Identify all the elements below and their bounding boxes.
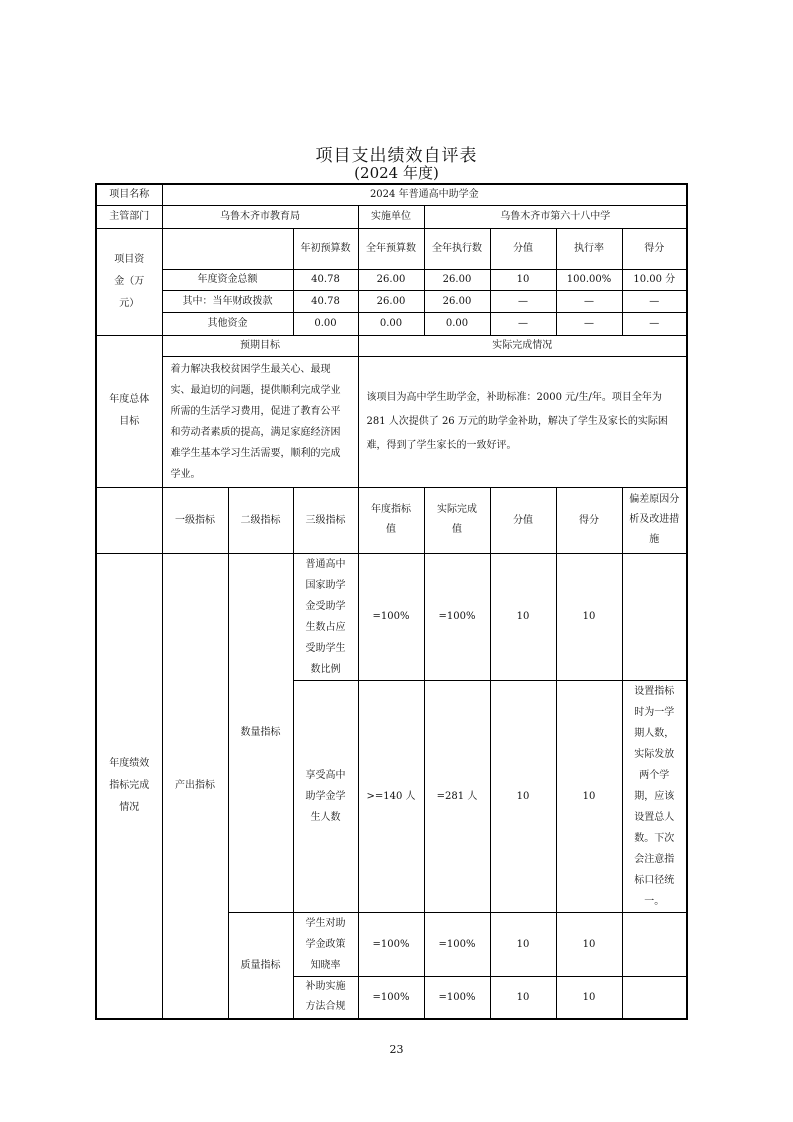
indicator-score: 10 — [556, 680, 622, 912]
funds-header: 得分 — [622, 228, 687, 269]
page-number: 23 — [389, 1043, 404, 1056]
table-row — [96, 290, 687, 312]
funds-cell: 100.00% — [556, 269, 622, 290]
table-row — [96, 553, 687, 680]
indicator-note — [622, 976, 687, 1019]
table-row — [96, 487, 687, 553]
unit-value: 乌鲁木齐市第六十八中学 — [424, 205, 687, 228]
funds-cell: 40.78 — [293, 290, 358, 312]
funds-cell: 40.78 — [293, 269, 358, 290]
indicator-score-max: 10 — [490, 680, 556, 912]
funds-header: 执行率 — [556, 228, 622, 269]
funds-header: 全年执行数 — [424, 228, 490, 269]
funds-cell: 26.00 — [358, 290, 424, 312]
indicator-header: 年度指标值 — [358, 487, 424, 553]
indicator-actual: =100% — [424, 553, 490, 680]
funds-header: 分值 — [490, 228, 556, 269]
funds-cell: — — [622, 290, 687, 312]
project-name: 2024 年普通高中助学金 — [162, 184, 687, 205]
expected-header: 预期目标 — [162, 335, 358, 356]
goals-label: 年度总体目标 — [96, 335, 162, 487]
indicator-header: 偏差原因分析及改进措施 — [622, 487, 687, 553]
funds-cell: — — [490, 290, 556, 312]
indicator-name: 普通高中国家助学金受助学生数占应受助学生数比例 — [293, 553, 358, 680]
level1-indicator: 产出指标 — [162, 553, 228, 1019]
page-subtitle: (2024 年度) — [354, 164, 439, 182]
funds-row-label: 年度资金总额 — [162, 269, 293, 290]
indicator-name: 享受高中助学金学生人数 — [293, 680, 358, 912]
funds-header: 全年预算数 — [358, 228, 424, 269]
indicator-score-max: 10 — [490, 553, 556, 680]
expected-goal-text: 着力解决我校贫困学生最关心、最现实、最迫切的问题，提供顺利完成学业所需的生活学习费用，促进了教育公平和劳动者素质的提高，满足家庭经济困难学生基本学习生活需要，顺利的完成学业。 — [162, 356, 358, 487]
funds-row-label: 其中：当年财政拨款 — [162, 290, 293, 312]
performance-table — [95, 183, 688, 1020]
indicator-section-label: 年度绩效指标完成情况 — [96, 553, 162, 1019]
indicator-note — [622, 553, 687, 680]
funds-cell: 0.00 — [424, 312, 490, 335]
funds-header: 年初预算数 — [293, 228, 358, 269]
table-row — [96, 335, 687, 356]
table-row — [96, 228, 687, 269]
quality-indicator: 质量指标 — [228, 912, 293, 1019]
dept-label: 主管部门 — [96, 205, 162, 228]
indicator-blank — [96, 487, 162, 553]
indicator-note: 设置指标时为一学期人数，实际发放两个学期，应该设置总人数。下次会注意指标口径统一。 — [622, 680, 687, 912]
indicator-header: 实际完成值 — [424, 487, 490, 553]
funds-blank — [162, 228, 293, 269]
indicator-actual: =100% — [424, 912, 490, 976]
indicator-header: 分值 — [490, 487, 556, 553]
indicator-note — [622, 912, 687, 976]
table-row — [96, 184, 687, 205]
funds-cell: 0.00 — [293, 312, 358, 335]
table-row — [96, 356, 687, 487]
indicator-score-max: 10 — [490, 976, 556, 1019]
table-row — [96, 269, 687, 290]
funds-cell: — — [622, 312, 687, 335]
indicator-header: 三级指标 — [293, 487, 358, 553]
project-name-label: 项目名称 — [96, 184, 162, 205]
funds-cell: 26.00 — [424, 269, 490, 290]
funds-cell: 0.00 — [358, 312, 424, 335]
funds-cell: 10.00 分 — [622, 269, 687, 290]
funds-cell: 10 — [490, 269, 556, 290]
dept-value: 乌鲁木齐市教育局 — [162, 205, 358, 228]
indicator-actual: =281 人 — [424, 680, 490, 912]
indicator-target: =100% — [358, 912, 424, 976]
indicator-name: 补助实施方法合规 — [293, 976, 358, 1019]
funds-cell: — — [556, 290, 622, 312]
indicator-actual: =100% — [424, 976, 490, 1019]
funds-cell: — — [490, 312, 556, 335]
indicator-target: >=140 人 — [358, 680, 424, 912]
funds-cell: 26.00 — [424, 290, 490, 312]
table-row — [96, 312, 687, 335]
quantity-indicator: 数量指标 — [228, 553, 293, 912]
indicator-target: =100% — [358, 553, 424, 680]
indicator-score: 10 — [556, 553, 622, 680]
table-row — [96, 205, 687, 228]
indicator-score-max: 10 — [490, 912, 556, 976]
indicator-score: 10 — [556, 912, 622, 976]
funds-cell: — — [556, 312, 622, 335]
unit-label: 实施单位 — [358, 205, 424, 228]
indicator-header: 一级指标 — [162, 487, 228, 553]
indicator-header: 二级指标 — [228, 487, 293, 553]
indicator-score: 10 — [556, 976, 622, 1019]
actual-header: 实际完成情况 — [358, 335, 687, 356]
funds-cell: 26.00 — [358, 269, 424, 290]
page-title: 项目支出绩效自评表 — [315, 146, 478, 166]
indicator-header: 得分 — [556, 487, 622, 553]
indicator-name: 学生对助学金政策知晓率 — [293, 912, 358, 976]
actual-result-text: 该项目为高中学生助学金，补助标准：2000 元/生/年。项目全年为 281 人次提供了 26 万元的助学金补助，解决了学生及家长的实际困难，得到了学生家长的一致好评。 — [358, 356, 687, 487]
funds-row-label: 其他资金 — [162, 312, 293, 335]
funds-label: 项目资金（万元） — [96, 228, 162, 335]
indicator-target: =100% — [358, 976, 424, 1019]
